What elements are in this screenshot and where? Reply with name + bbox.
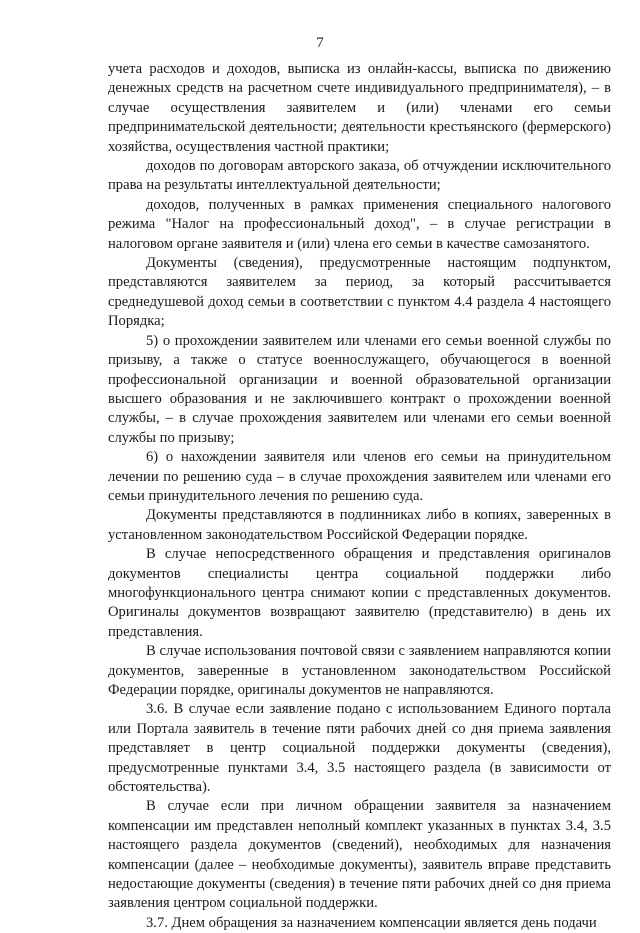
paragraph: доходов по договорам авторского заказа, об отчуждении исключительного права на результаты интеллектуальной деятельности; xyxy=(108,158,611,194)
document-body xyxy=(108,60,611,933)
paragraph: 5) о прохождении заявителем или членами его семьи военной службы по призыву, а также о статусе военнослужащего, обучающегося в военной профессиональной организации и военной образовательной организации высшего образования и не заключившего контракт о прохождении военной службы, – в случае прохождения заявителем или членами его семьи военной службы по призыву; xyxy=(108,332,611,446)
paragraph: В случае если при личном обращении заявителя за назначением компенсации им представлен неполный комплект указанных в пунктах 3.4, 3.5 настоящего раздела документов (сведений), необходимых для назначения компенсации (далее – необходимые документы), заявитель вправе представить недостающие документы (сведения) в течение пяти рабочих дней со дня приема заявления центром социальной поддержки. xyxy=(108,798,611,912)
paragraph: Документы представляются в подлинниках либо в копиях, заверенных в установленном законодательством Российской Федерации порядке. xyxy=(108,507,611,543)
paragraph: 3.6. В случае если заявление подано с использованием Единого портала или Портала заявитель в течение пяти рабочих дней со дня приема заявления представляет в центр социальной поддержки документы (сведения), предусмотренные пунктами 3.4, 3.5 настоящего раздела (в зависимости от обстоятельства). xyxy=(108,701,611,796)
paragraph: Документы (сведения), предусмотренные настоящим подпунктом, представляются заявителем за период, за который рассчитывается среднедушевой доход семьи в соответствии с пунктом 4.4 раздела 4 настоящего Порядка; xyxy=(108,255,611,330)
paragraph: доходов, полученных в рамках применения специального налогового режима "Налог на профессиональный доход", – в случае регистрации в налоговом органе заявителя и (или) члена его семьи в качестве самозанятого. xyxy=(108,196,611,252)
paragraph: учета расходов и доходов, выписка из онлайн-кассы, выписка по движению денежных средств на расчетном счете индивидуального предпринимателя), – в случае осуществления заявителем и (или) членами его семьи предпринимательской деятельности; деятельности крестьянского (фермерского) хозяйства, осуществления частной практики; xyxy=(108,61,611,155)
paragraph: В случае использования почтовой связи с заявлением направляются копии документов, заверенные в установленном законодательством Российской Федерации порядке, оригиналы документов не направляются. xyxy=(108,643,611,698)
page-number: 7 xyxy=(316,35,324,51)
paragraph: В случае непосредственного обращения и представления оригиналов документов специалисты центра социальной поддержки либо многофункционального центра снимают копии с представленных документов. Оригиналы документов возвращают заявителю (представителю) в день их представления. xyxy=(108,546,611,640)
paragraph: 6) о нахождении заявителя или членов его семьи на принудительном лечении по решению суда – в случае прохождения заявителем или членами его семьи принудительного лечения по решению суда. xyxy=(108,449,611,504)
paragraph: 3.7. Днем обращения за назначением компенсации является день подачи xyxy=(146,914,597,931)
